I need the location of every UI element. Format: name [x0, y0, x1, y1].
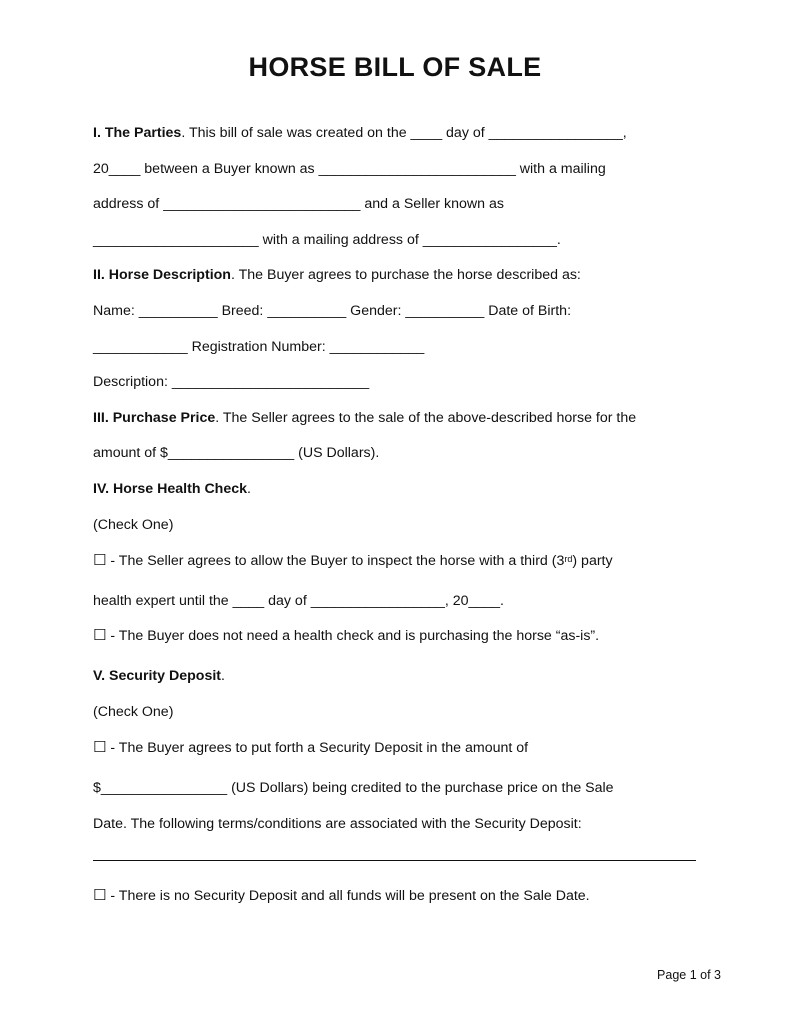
parties-line-4: _____________________ with a mailing address of _________________.	[93, 232, 561, 248]
page-title: HORSE BILL OF SALE	[248, 52, 542, 82]
terms-blank-line[interactable]	[93, 860, 696, 861]
health-check-heading: IV. Horse Health Check	[93, 481, 248, 497]
horse-description-line-4: Description: _________________________	[93, 374, 370, 390]
security-deposit-option-none: ☐ - There is no Security Deposit and all funds will be present on the Sale Date.	[93, 887, 590, 904]
purchase-price-heading: III. Purchase Price	[93, 410, 216, 426]
horse-description-line-1: II. Horse Description. The Buyer agrees to purchase the horse described as:	[93, 267, 581, 283]
horse-description-line-3: ____________ Registration Number: ____________	[93, 339, 425, 355]
deposit-checkbox[interactable]: ☐	[93, 739, 107, 756]
security-deposit-option-deposit-line-3: Date. The following terms/conditions are associated with the Security Deposit:	[93, 816, 582, 832]
security-deposit-heading: V. Security Deposit	[93, 668, 221, 684]
parties-line-3: address of _________________________ and a Seller known as	[93, 196, 504, 212]
health-check-option-inspect: ☐ - The Seller agrees to allow the Buyer to inspect the horse with a third (3rd) party	[93, 552, 613, 569]
as-is-checkbox[interactable]: ☐	[93, 627, 107, 644]
page-number: Page 1 of 3	[657, 968, 721, 982]
parties-line-1: I. The Parties. This bill of sale was created on the ____ day of _________________,	[93, 125, 627, 141]
security-deposit-instruction: (Check One)	[93, 704, 174, 720]
parties-heading: I. The Parties	[93, 125, 182, 141]
purchase-price-line-1: III. Purchase Price. The Seller agrees to the sale of the above-described horse for the	[93, 410, 637, 426]
no-deposit-checkbox[interactable]: ☐	[93, 887, 107, 904]
security-deposit-option-deposit-line-2: $________________ (US Dollars) being credited to the purchase price on the Sale	[93, 780, 614, 796]
security-deposit-option-deposit: ☐ - The Buyer agrees to put forth a Security Deposit in the amount of	[93, 739, 529, 756]
horse-description-heading: II. Horse Description	[93, 267, 231, 283]
inspect-checkbox[interactable]: ☐	[93, 552, 107, 569]
security-deposit-heading-line: V. Security Deposit.	[93, 668, 225, 684]
purchase-price-line-2: amount of $________________ (US Dollars).	[93, 445, 380, 461]
health-check-option-as-is: ☐ - The Buyer does not need a health check and is purchasing the horse “as-is”.	[93, 627, 600, 644]
health-check-option-inspect-line-2: health expert until the ____ day of _________________, 20____.	[93, 593, 505, 609]
parties-line-2: 20____ between a Buyer known as _________________________ with a mailing	[93, 161, 606, 177]
health-check-instruction: (Check One)	[93, 517, 174, 533]
horse-description-line-2: Name: __________ Breed: __________ Gender: __________ Date of Birth:	[93, 303, 572, 319]
health-check-heading-line: IV. Horse Health Check.	[93, 481, 251, 497]
